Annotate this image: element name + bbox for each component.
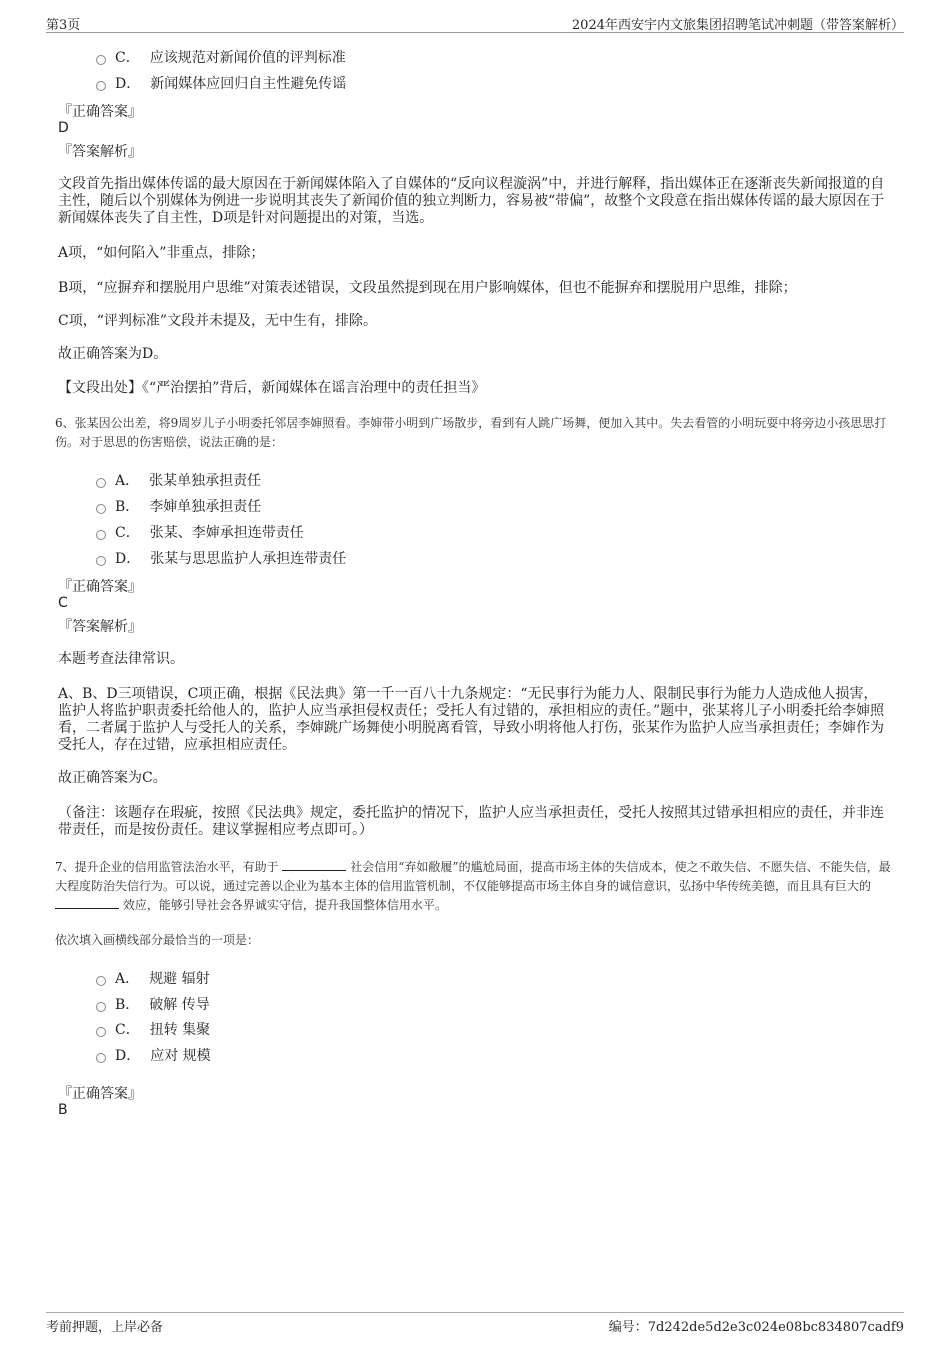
q5-analysis-label: 『答案解析』 bbox=[58, 144, 142, 160]
radio-icon[interactable] bbox=[96, 478, 106, 488]
q5-conclusion: 故正确答案为D。 bbox=[58, 346, 168, 362]
q6-analysis-intro: 本题考查法律常识。 bbox=[58, 651, 184, 667]
page-header bbox=[46, 10, 904, 33]
radio-icon[interactable] bbox=[96, 55, 106, 65]
q6-answer: C bbox=[58, 595, 68, 611]
blank-line bbox=[55, 896, 119, 909]
q6-option-c[interactable]: C． 张某、李婶承担连带责任 bbox=[96, 522, 304, 542]
q6-option-a[interactable]: A． 张某单独承担责任 bbox=[96, 470, 261, 490]
q6-note: （备注：该题存在瑕疵，按照《民法典》规定，委托监护的情况下，监护人应当承担责任，受托人按照其过错承担相应的责任，并非连带责任，而是按份责任。建议掌握相应考点即可。） bbox=[58, 805, 884, 838]
q6-analysis-label: 『答案解析』 bbox=[58, 619, 142, 635]
footer-slogan: 考前押题，上岸必备 bbox=[46, 1320, 164, 1335]
q5-analysis-b: B项，“应摒弃和摆脱用户思维”对策表述错误，文段虽然提到现在用户影响媒体，但也不能摒弃和摆脱用户思维，排除； bbox=[58, 280, 797, 296]
q7-answer: B bbox=[58, 1102, 68, 1118]
radio-icon[interactable] bbox=[96, 1053, 106, 1063]
radio-icon[interactable] bbox=[96, 530, 106, 540]
page-number: 第3页 bbox=[46, 18, 81, 33]
q7-option-a[interactable]: A． 规避 辐射 bbox=[96, 968, 210, 988]
radio-icon[interactable] bbox=[96, 556, 106, 566]
radio-icon[interactable] bbox=[96, 1027, 106, 1037]
q5-analysis-a: A项，“如何陷入”非重点，排除； bbox=[58, 245, 265, 261]
radio-icon[interactable] bbox=[96, 504, 106, 514]
q7-option-d[interactable]: D． 应对 规模 bbox=[96, 1045, 211, 1065]
q7-prompt: 依次填入画横线部分最恰当的一项是： bbox=[55, 933, 260, 947]
page-footer bbox=[46, 1312, 904, 1337]
q5-answer: D bbox=[58, 120, 69, 136]
q6-question: 6、张某因公出差，将9周岁儿子小明委托邻居李婶照看。李婶带小明到广场散步，看到有人跳广场舞，便加入其中。失去看管的小明玩耍中将旁边小孩思思打伤。对于思思的伤害赔偿，说法正确的是： bbox=[55, 416, 887, 449]
radio-icon[interactable] bbox=[96, 81, 106, 91]
q5-option-c[interactable]: C． 应该规范对新闻价值的评判标准 bbox=[96, 47, 346, 67]
q6-option-b[interactable]: B． 李婶单独承担责任 bbox=[96, 496, 261, 516]
radio-icon[interactable] bbox=[96, 1002, 106, 1012]
document-title: 2024年西安宇内文旅集团招聘笔试冲刺题（带答案解析） bbox=[571, 18, 904, 33]
q5-option-d[interactable]: D． 新闻媒体应回归自主性避免传谣 bbox=[96, 73, 346, 93]
blank-line bbox=[282, 858, 346, 871]
q6-analysis-paragraph: A、B、D三项错误，C项正确，根据《民法典》第一千一百八十九条规定：“无民事行为能力人、限制民事行为能力人造成他人损害，监护人将监护职责委托给他人的，监护人应当承担侵权责任；受托人有过错的，承担相应的责任。”题中，张某将儿子小明委托给李婶照看，二者属于监护人与受托人的关系，李婶跳广场舞使小明脱离看管，导致小明将他人打伤，张某作为监护人应当承担责任；李婶作为受托人，存在过错，应承担相应责任。 bbox=[58, 686, 885, 753]
q5-analysis-paragraph: 文段首先指出媒体传谣的最大原因在于新闻媒体陷入了自媒体的“反向议程漩涡”中，并进行解释，指出媒体正在逐渐丧失新闻报道的自主性，随后以个别媒体为例进一步说明其丧失了新闻价值的独立判断力，容易被“带偏”，故整个文段意在指出媒体传谣的最大原因在于新闻媒体丧失了自主性，D项是针对问题提出的对策，当选。 bbox=[58, 176, 885, 226]
q7-option-b[interactable]: B． 破解 传导 bbox=[96, 994, 210, 1014]
q7-answer-label: 『正确答案』 bbox=[58, 1086, 142, 1102]
q5-source: 【文段出处】《“严治摆拍”背后，新闻媒体在谣言治理中的责任担当》 bbox=[58, 380, 486, 396]
q6-conclusion: 故正确答案为C。 bbox=[58, 770, 167, 786]
radio-icon[interactable] bbox=[96, 976, 106, 986]
q6-option-d[interactable]: D． 张某与思思监护人承担连带责任 bbox=[96, 548, 346, 568]
document-code: 编号：7d242de5d2e3c024e08bc834807cadf9 bbox=[608, 1320, 904, 1335]
q5-analysis-c: C项，“评判标准”文段并未提及，无中生有，排除。 bbox=[58, 313, 378, 329]
q5-answer-label: 『正确答案』 bbox=[58, 104, 142, 120]
q7-question: 7、提升企业的信用监管法治水平，有助于 社会信用“弃如敝履”的尴尬局面，提高市场主体的失信成本，使之不敢失信、不愿失信、不能失信，最大程度防治失信行为。可以说，通过完善以企业为基本主体的信用监管机制，不仅能够提高市场主体自身的诚信意识，弘扬中华传统美德，而且具有巨大的 效应，能够引导社会各界诚实守信，提升我国整体信用水平。 bbox=[55, 860, 891, 912]
q6-answer-label: 『正确答案』 bbox=[58, 579, 142, 595]
q7-option-c[interactable]: C． 扭转 集聚 bbox=[96, 1019, 210, 1039]
